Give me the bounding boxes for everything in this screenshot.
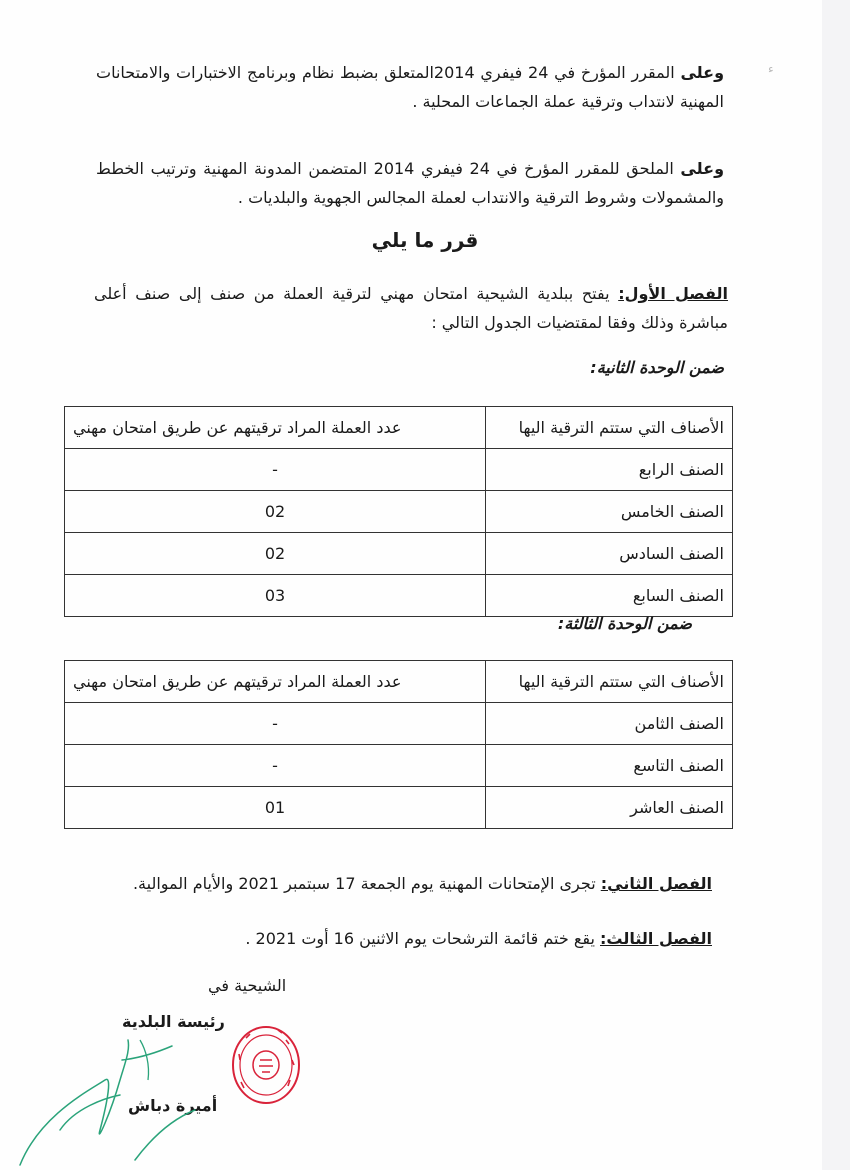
row-count: 01 xyxy=(65,787,486,829)
header-category: الأصناف التي ستتم الترقية اليها xyxy=(486,407,733,449)
table-row xyxy=(65,491,733,533)
article-2-text: تجرى الإمتحانات المهنية يوم الجمعة 17 سبتمبر 2021 والأيام الموالية. xyxy=(132,874,601,893)
article-2 xyxy=(133,870,712,898)
header-count: عدد العملة المراد ترقيتهم عن طريق امتحان مهني xyxy=(65,661,486,703)
preamble-text-1: المقرر المؤرخ في 24 فيفري 2014المتعلق بضبط نظام وبرنامج الاختبارات والامتحانات المهنية لانتداب وترقية عملة الجماعات المحلية . xyxy=(96,63,724,111)
preamble-lead-2: وعلى xyxy=(680,159,725,178)
header-category: الأصناف التي ستتم الترقية اليها xyxy=(486,661,733,703)
article-1-label: الفصل الأول: xyxy=(618,284,729,303)
preamble-paragraph-2 xyxy=(96,154,724,212)
decision-title: قرر ما يلي xyxy=(371,228,479,252)
unit-3-table xyxy=(64,660,733,829)
unit-3-title: ضمن الوحدة الثالثة: xyxy=(557,614,692,633)
row-count: - xyxy=(65,745,486,787)
unit-2-title: ضمن الوحدة الثانية: xyxy=(590,358,724,377)
signature-place: الشيحية في xyxy=(208,976,287,995)
row-count: - xyxy=(65,449,486,491)
preamble-text-2: الملحق للمقرر المؤرخ في 24 فيفري 2014 المتضمن المدونة المهنية وترتيب الخطط والمشمولات وشروط الترقية والانتداب لعملة المجالس الجهوية والبلديات . xyxy=(96,159,724,207)
header-count: عدد العملة المراد ترقيتهم عن طريق امتحان مهني xyxy=(65,407,486,449)
article-1 xyxy=(94,279,728,337)
table-row xyxy=(65,575,733,617)
row-category: الصنف التاسع xyxy=(486,745,733,787)
row-category: الصنف السادس xyxy=(486,533,733,575)
table-header-row xyxy=(65,661,733,703)
handwritten-signature xyxy=(0,1020,250,1170)
article-3 xyxy=(245,925,712,953)
table-row xyxy=(65,449,733,491)
table-row xyxy=(65,745,733,787)
table-row xyxy=(65,703,733,745)
signature-role: رئيسة البلدية xyxy=(122,1012,225,1031)
preamble-lead-1: وعلى xyxy=(680,63,725,82)
row-count: 02 xyxy=(65,491,486,533)
row-category: الصنف العاشر xyxy=(486,787,733,829)
row-category: الصنف الخامس xyxy=(486,491,733,533)
preamble-paragraph-1 xyxy=(96,58,724,116)
unit-2-table xyxy=(64,406,733,617)
signature-name: أميرة دباش xyxy=(128,1096,218,1115)
row-category: الصنف السابع xyxy=(486,575,733,617)
article-3-text: يقع ختم قائمة الترشحات يوم الاثنين 16 أوت 2021 . xyxy=(245,929,600,948)
row-count: - xyxy=(65,703,486,745)
row-category: الصنف الثامن xyxy=(486,703,733,745)
table-row xyxy=(65,533,733,575)
article-3-label: الفصل الثالث: xyxy=(600,929,712,948)
article-1-text: يفتح ببلدية الشيحية امتحان مهني لترقية العملة من صنف إلى صنف أعلى مباشرة وذلك وفقا لمقتضيات الجدول التالي : xyxy=(94,284,728,332)
article-2-label: الفصل الثاني: xyxy=(600,874,712,893)
scan-artifact: ﺀ xyxy=(768,62,774,76)
municipal-stamp xyxy=(226,1020,306,1110)
table-header-row xyxy=(65,407,733,449)
row-count: 02 xyxy=(65,533,486,575)
row-category: الصنف الرابع xyxy=(486,449,733,491)
row-count: 03 xyxy=(65,575,486,617)
scan-edge xyxy=(822,0,850,1170)
table-row xyxy=(65,787,733,829)
